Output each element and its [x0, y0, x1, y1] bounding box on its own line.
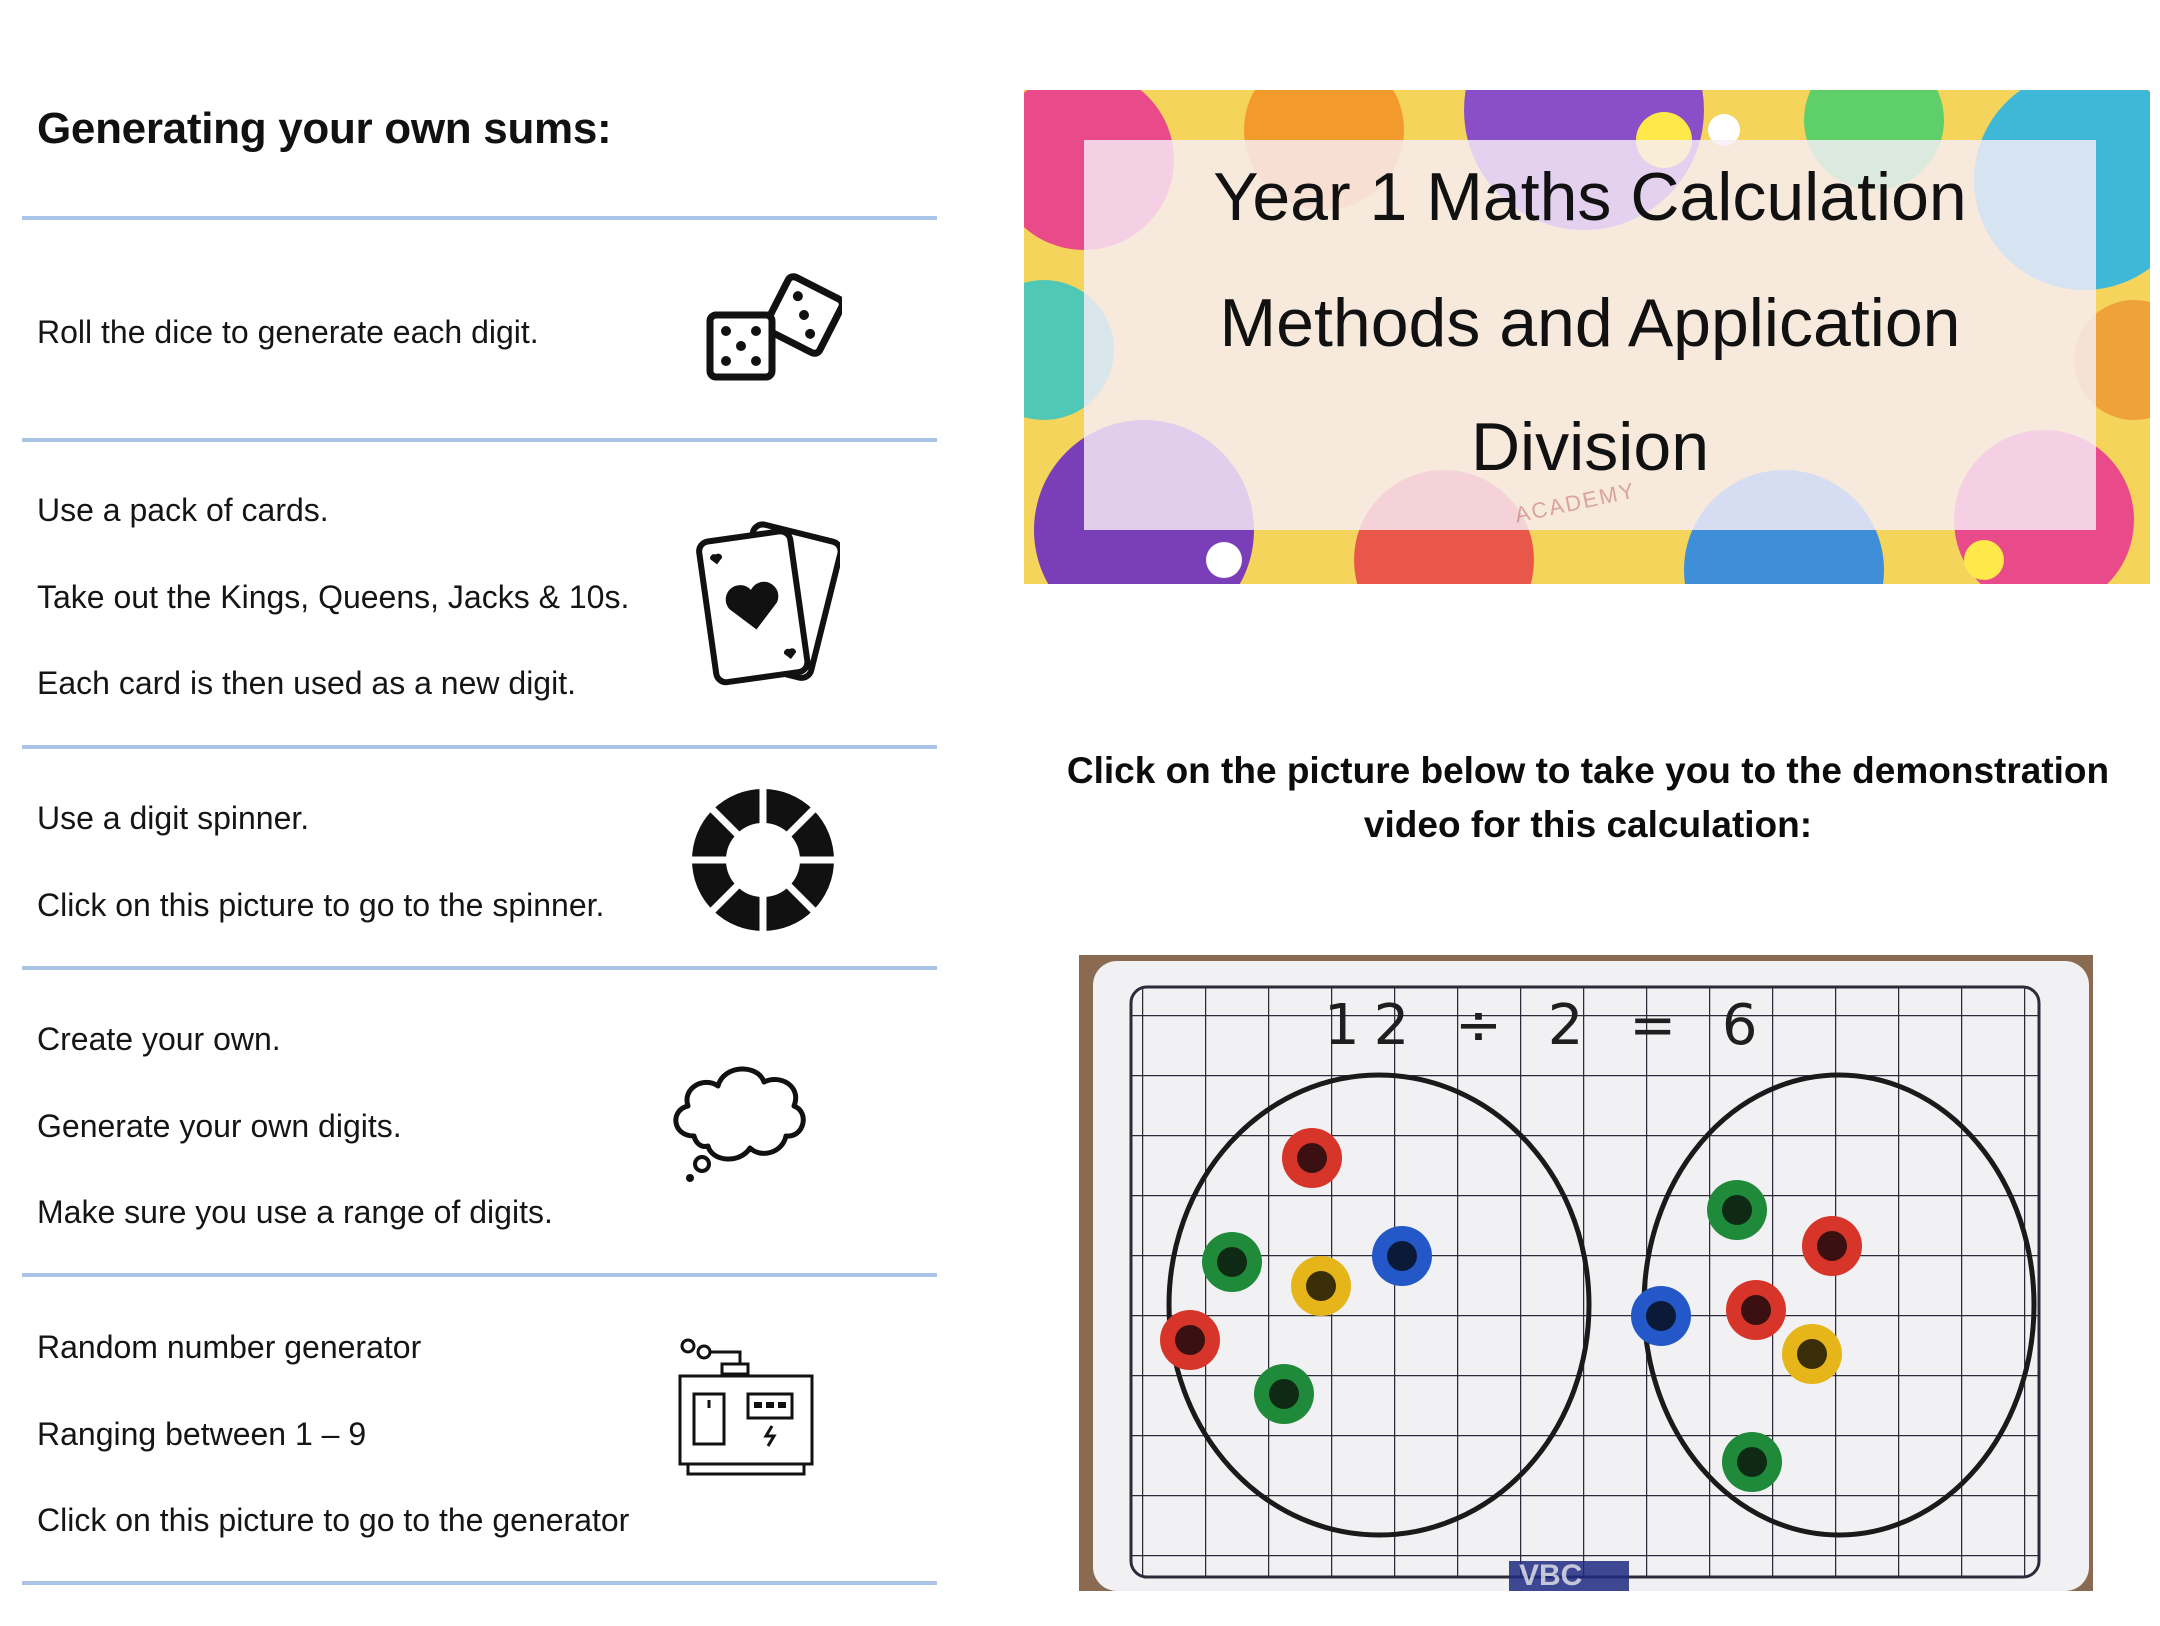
counter-yellow — [1777, 1319, 1847, 1394]
dice-text: Roll the dice to generate each digit. — [37, 314, 539, 350]
playing-cards-icon — [690, 518, 840, 699]
cards-text-3: Each card is then used as a new digit. — [37, 665, 576, 701]
counter-green — [1197, 1227, 1267, 1302]
counter-red — [1797, 1211, 1867, 1286]
section-title: Generating your own sums: — [37, 104, 612, 153]
title-banner — [1024, 90, 2150, 584]
generator-text-1: Random number generator — [37, 1329, 422, 1365]
counter-green — [1702, 1175, 1772, 1250]
thought-bubble-icon — [664, 1054, 814, 1191]
spinner-text-1: Use a digit spinner. — [37, 800, 310, 836]
video-instruction-line-2: video for this calculation: — [1363, 804, 1813, 845]
divider — [22, 745, 937, 749]
divider — [22, 966, 937, 970]
cards-text-2: Take out the Kings, Queens, Jacks & 10s. — [37, 579, 630, 615]
banner-title-box — [1084, 140, 2096, 530]
number-generator-icon[interactable] — [674, 1336, 824, 1491]
generator-text-2: Ranging between 1 – 9 — [37, 1416, 367, 1452]
video-instruction-line-1: Click on the picture below to take you to the demonstration — [1066, 750, 2110, 791]
counter-green — [1249, 1359, 1319, 1434]
banner-watermark: ACADEMY — [1512, 477, 1638, 528]
board-equation: 12 ÷ 2 = 6 — [1324, 993, 1772, 1058]
banner-title-line-1: Year 1 Maths Calculation — [1213, 159, 1967, 235]
create-text-1: Create your own. — [37, 1021, 281, 1057]
demonstration-video-thumbnail[interactable] — [1079, 955, 2093, 1591]
spinner-wheel-icon[interactable] — [688, 785, 838, 940]
banner-title-line-2: Methods and Application — [1219, 285, 1961, 361]
counter-red — [1155, 1305, 1225, 1380]
create-text-3: Make sure you use a range of digits. — [37, 1194, 553, 1230]
spinner-text-2: Click on this picture to go to the spinner. — [37, 887, 605, 923]
divider — [22, 216, 937, 220]
divider — [22, 1581, 937, 1585]
divider — [22, 1273, 937, 1277]
divider — [22, 438, 937, 442]
counter-blue — [1626, 1281, 1696, 1356]
banner-title-line-3: Division — [1470, 409, 1710, 485]
dice-icon — [702, 267, 842, 388]
board-brand-text: VBC — [1519, 1559, 1583, 1591]
counter-blue — [1367, 1221, 1437, 1296]
generator-text-3: Click on this picture to go to the generator — [37, 1502, 630, 1538]
counter-green — [1717, 1427, 1787, 1502]
create-text-2: Generate your own digits. — [37, 1108, 402, 1144]
counter-red — [1277, 1123, 1347, 1198]
cards-text-1: Use a pack of cards. — [37, 492, 329, 528]
counter-yellow — [1286, 1251, 1356, 1326]
